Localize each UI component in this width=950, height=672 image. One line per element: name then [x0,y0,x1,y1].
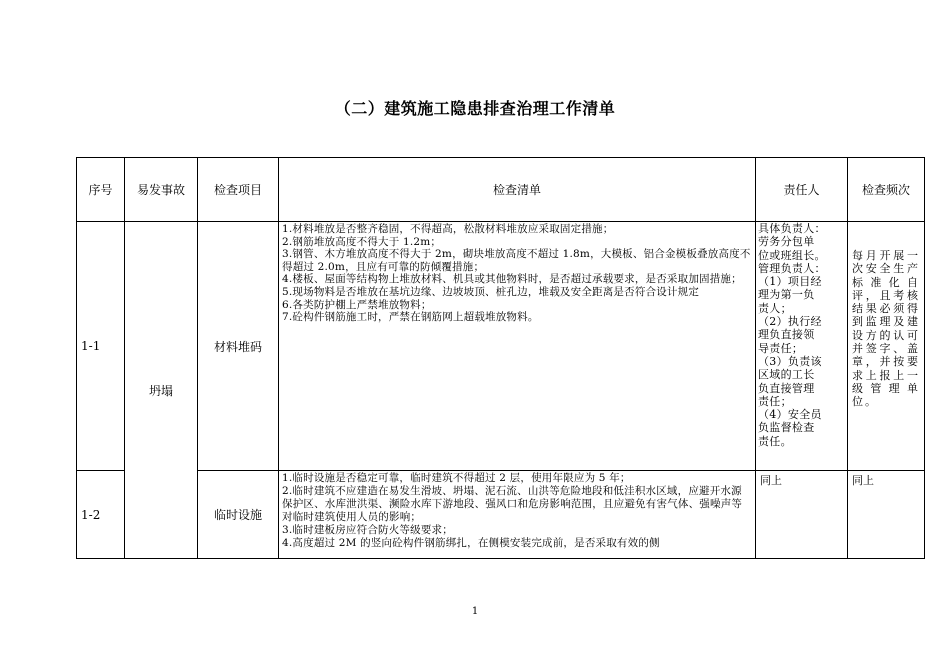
row-checklist [279,222,756,471]
header-hazard: 易发事故 [125,158,198,222]
table-row [77,222,925,471]
checklist-line: 2.钢筋堆放高度不得大于 1.2m； [282,235,442,248]
checklist-table [76,157,925,559]
checklist-line: 5.现场物料是否堆放在基坑边缘、边坡坡顶、桩孔边，堆载及安全距离是否符合设计规定 [282,285,700,298]
owner-line: 位或班组长。 [758,248,826,262]
owner-line: 区域的工长 [758,368,815,382]
owner-line: 责任。 [758,434,792,448]
owner-line: 理负直接领 [758,328,815,342]
header-item: 检查项目 [198,158,279,222]
checklist-line: 4.高度超过 2M 的竖向砼构件钢筋绑扎，在侧模安装完成前，是否采取有效的侧 [282,536,660,549]
owner-line: 负直接管理 [758,381,815,395]
checklist-line: 1.临时设施是否稳定可靠，临时建筑不得超过 2 层，使用年限应为 5 年； [282,472,631,484]
owner-line: 导责任； [758,341,804,355]
owner-line: （2）执行经 [758,315,822,329]
row-seq: 1-2 [77,471,125,559]
owner-line: 管理负责人： [758,261,826,275]
checklist-line: 6.各类防护棚上严禁堆放物料； [282,298,432,311]
checklist-line: 3.临时建板房应符合防火等级要求； [282,523,453,536]
owner-line: 负监督检查 [758,421,815,435]
row-seq: 1-1 [77,222,125,471]
owner-line: （3）负责该 [758,354,822,368]
owner-line: （1）项目经 [758,275,822,289]
row-freq: 每月开展一次安全生产标准化自评，且考核结果必须得到监理及建设方的认可并签字、盖章，并按要求上报上一级管理单位。 [848,222,925,471]
checklist-line: 2.临时建筑不应建造在易发生滑坡、坍塌、泥石流、山洪等危险地段和低洼积水区域，应避开水源保护区、水库泄洪渠、濒险水库下游地段、强风口和危房影响范围，且应避免有害气体、强噪声等对临时建筑使用人员的影响； [282,484,743,523]
header-checklist: 检查清单 [279,158,756,222]
header-seq: 序号 [77,158,125,222]
checklist-line: 1.材料堆放是否整齐稳固，不得超高，松散材料堆放应采取固定措施； [282,223,614,235]
owner-line: 责人； [758,301,792,315]
checklist-line: 7.砼构件钢筋施工时，严禁在钢筋网上超载堆放物料。 [282,311,539,324]
owner-line: 责任； [758,394,792,408]
row-item: 材料堆码 [198,222,279,471]
row-checklist [279,471,756,559]
header-row [77,158,925,222]
header-freq: 检查频次 [848,158,925,222]
page-number: 1 [471,606,479,617]
row-freq: 同上 [848,471,925,559]
header-owner: 责任人 [756,158,848,222]
checklist-line: 3.钢管、木方堆放高度不得大于 2m，砌块堆放高度不超过 1.8m，大模板、铝合金模板叠放高度不得超过 2.0m，且应有可靠的防倾覆措施； [282,248,751,273]
checklist-line: 4.楼板、屋面等结构物上堆放材料、机具或其他物料时，是否超过承载要求，是否采取加固措施； [282,273,742,286]
row-owner [756,222,848,471]
owner-line: 劳务分包单 [758,235,815,249]
owner-line: 理为第一负 [758,288,815,302]
row-item: 临时设施 [198,471,279,559]
row-owner: 同上 [756,471,848,559]
page-title: （二）建筑施工隐患排查治理工作清单 [334,99,616,118]
hazard-cell: 坍塌 [125,222,198,559]
owner-line: （4）安全员 [758,408,822,422]
table-row [77,471,925,559]
owner-line: 具体负责人： [758,222,826,235]
